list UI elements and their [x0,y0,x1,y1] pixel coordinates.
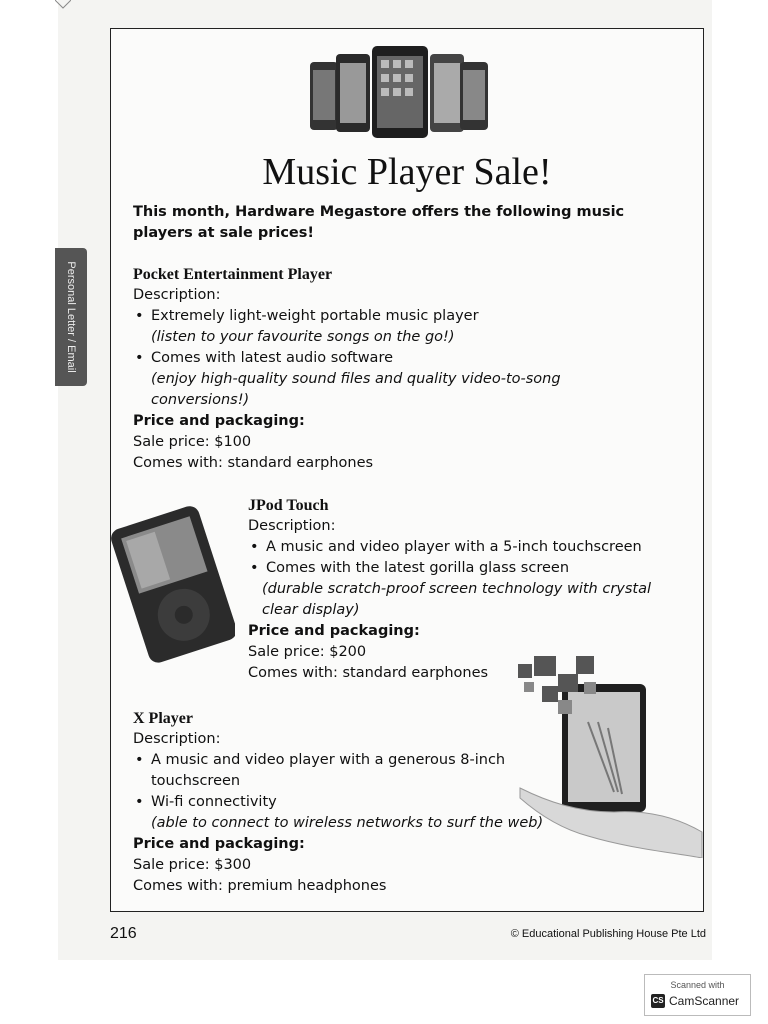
sale-price: Sale price: $300 [133,857,252,873]
bullet-item: • Extremely light-weight portable music player [133,306,693,327]
camscanner-logo-icon: CS [651,994,665,1008]
page-corner-icon [55,0,71,10]
sale-price: Sale price: $100 [133,434,252,450]
section-side-tab [55,248,87,386]
price-label: Price and packaging: [133,836,305,852]
side-tab-label: Personal Letter / Email [65,261,77,373]
product-name: X Player [133,710,193,727]
product-pocket-entertainment [133,264,693,474]
description-label: Description: [133,287,221,303]
price-label: Price and packaging: [133,413,305,429]
margin [0,0,58,960]
product-name: Pocket Entertainment Player [133,266,333,283]
description-label: Description: [133,731,221,747]
bullet-note: (able to connect to wireless networks to surf the web) [151,815,544,831]
camscanner-badge [644,974,751,1016]
comes-with: Comes with: premium headphones [133,878,387,894]
copyright-notice: © Educational Publishing House Pte Ltd [510,928,706,940]
comes-with: Comes with: standard earphones [133,455,374,471]
bullet-item: • Comes with latest audio software [133,348,693,369]
ipod-image [110,505,235,665]
smartphones-image [310,46,488,138]
bullet-item: • A music and video player with a generous 8-inch touchscreen [133,750,511,792]
advert-intro: This month, Hardware Megastore offers the following music players at sale prices! [133,204,625,241]
price-label: Price and packaging: [248,623,420,639]
bullet-item: • Wi-fi connectivity [133,792,528,813]
product-x-player [133,708,544,897]
scanner-caption: Scanned with [670,980,725,990]
page-number: 216 [110,925,137,942]
bullet-item: • A music and video player with a 5-inch touchscreen [248,537,688,558]
description-label: Description: [248,518,336,534]
scanner-name: CamScanner [669,994,740,1008]
bullet-note: (enjoy high-quality sound files and quality video-to-song conversions!) [151,371,561,408]
sale-price: Sale price: $200 [248,644,367,660]
comes-with: Comes with: standard earphones [248,665,489,681]
advert-title: Music Player Sale! [262,151,552,193]
bullet-note: (listen to your favourite songs on the go!) [151,329,455,345]
tablet-hand-image [518,652,704,858]
product-name: JPod Touch [248,497,329,514]
bullet-note: (durable scratch-proof screen technology with crystal clear display) [262,581,652,618]
bullet-item: • Comes with the latest gorilla glass screen [248,558,688,579]
